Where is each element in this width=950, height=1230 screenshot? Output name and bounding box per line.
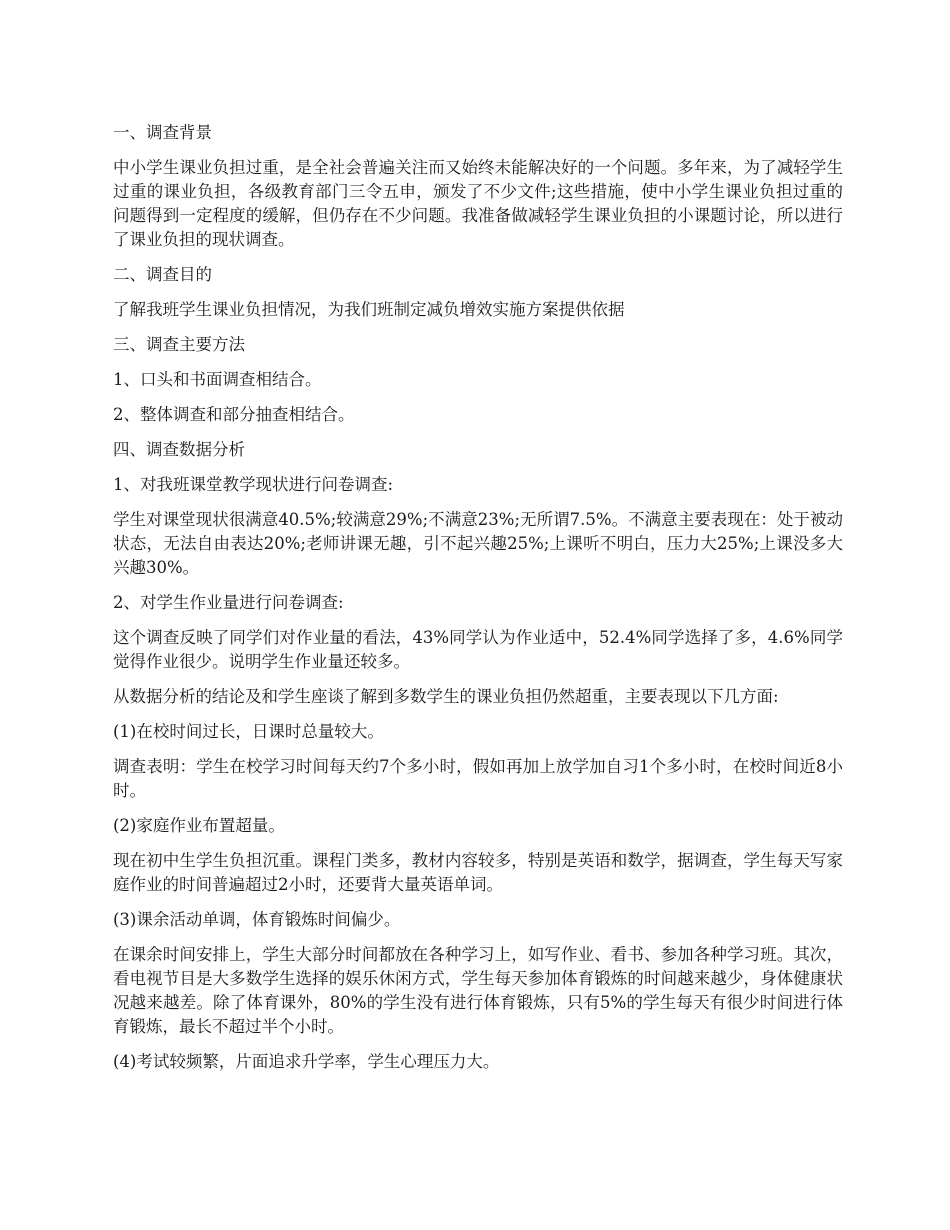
list-item-method-2: 2、整体调查和部分抽查相结合。 — [113, 405, 355, 424]
section-heading-analysis: 四、调查数据分析 — [113, 440, 245, 459]
paragraph-conclusion-intro: 从数据分析的结论及和学生座谈了解到多数学生的课业负担仍然超重，主要表现以下几方面: — [113, 687, 779, 706]
point-3-heading: (3)课余活动单调，体育锻炼时间偏少。 — [113, 910, 401, 929]
paragraph-purpose: 了解我班学生课业负担情况，为我们班制定减负增效实施方案提供依据 — [113, 300, 625, 319]
paragraph-homework-results: 这个调查反映了同学们对作业量的看法，43%同学认为作业适中，52.4%同学选择了多，4.6%同学觉得作业很少。说明学生作业量还较多。 — [113, 628, 843, 671]
paragraph-classroom-results: 学生对课堂现状很满意40.5%;较满意29%;不满意23%;无所谓7.5%。不满意主要表现在：处于被动状态，无法自由表达20%;老师讲课无趣，引不起兴趣25%;上课听不明白，压力大25%;上课没多大兴趣30%。 — [113, 510, 843, 577]
point-3-body: 在课余时间安排上，学生大部分时间都放在各种学习上，如写作业、看书、参加各种学习班。其次，看电视节目是大多数学生选择的娱乐休闲方式，学生每天参加体育锻炼的时间越来越少，身体健康状况越来越差。除了体育课外，80%的学生没有进行体育锻炼，只有5%的学生每天有很少时间进行体育锻炼，最长不超过半个小时。 — [113, 945, 843, 1036]
list-item-method-1: 1、口头和书面调查相结合。 — [113, 370, 322, 389]
section-heading-methods: 三、调查主要方法 — [113, 335, 245, 354]
point-1-heading: (1)在校时间过长，日课时总量较大。 — [113, 722, 384, 741]
document-page — [113, 121, 843, 1085]
point-2-heading: (2)家庭作业布置超量。 — [113, 816, 285, 835]
point-1-body: 调查表明：学生在校学习时间每天约7个多小时，假如再加上放学加自习1个多小时，在校时间近8小时。 — [113, 757, 843, 800]
point-2-body: 现在初中生学生负担沉重。课程门类多，教材内容较多，特别是英语和数学，据调查，学生每天写家庭作业的时间普遍超过2小时，还要背大量英语单词。 — [113, 851, 843, 894]
paragraph-background: 中小学生课业负担过重，是全社会普遍关注而又始终未能解决好的一个问题。多年来，为了减轻学生过重的课业负担，各级教育部门三令五申，颁发了不少文件;这些措施，使中小学生课业负担过重的问题得到一定程度的缓解，但仍存在不少问题。我准备做减轻学生课业负担的小课题讨论，所以进行了课业负担的现状调查。 — [113, 158, 843, 249]
subheading-classroom-survey: 1、对我班课堂教学现状进行问卷调查: — [113, 475, 394, 494]
point-4-heading: (4)考试较频繁，片面追求升学率，学生心理压力大。 — [113, 1052, 500, 1071]
section-heading-background: 一、调查背景 — [113, 123, 212, 142]
subheading-homework-survey: 2、对学生作业量进行问卷调查: — [113, 593, 344, 612]
section-heading-purpose: 二、调查目的 — [113, 265, 212, 284]
